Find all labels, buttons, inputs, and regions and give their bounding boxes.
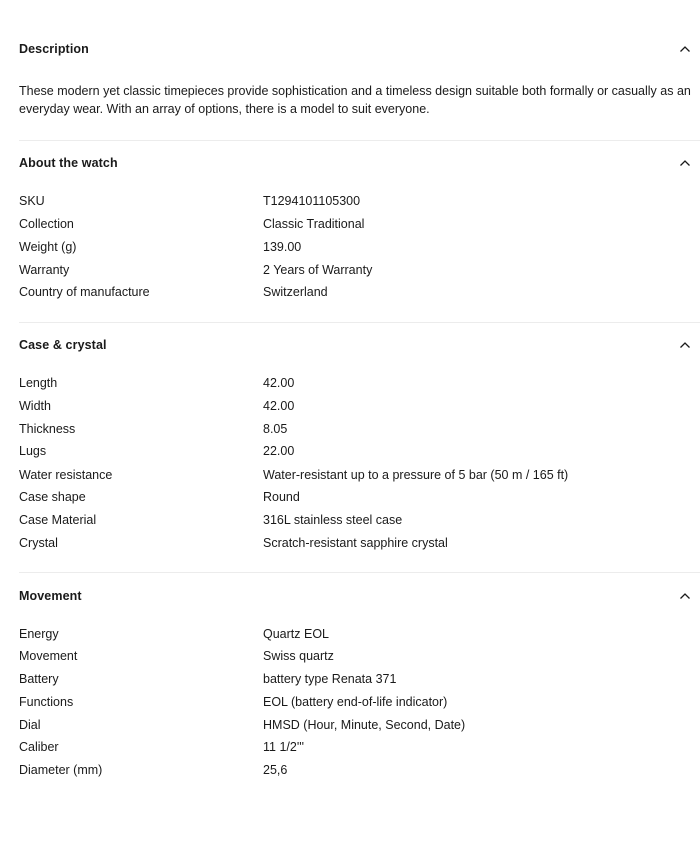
spec-key: Length <box>19 376 58 390</box>
spec-key: Diameter (mm) <box>19 763 103 777</box>
spec-key: Case shape <box>19 490 86 504</box>
spec-key: Collection <box>19 217 74 231</box>
section-divider <box>19 140 700 141</box>
spec-key: Country of manufacture <box>19 285 150 299</box>
spec-key: Width <box>19 399 51 413</box>
description-text: These modern yet classic timepieces provide sophistication and a timeless design suitable both formally or casually as an everyday wear. With an array of options, there is a model to suit everyone. <box>19 84 691 116</box>
movement-title: Movement <box>19 589 82 603</box>
spec-row-functions <box>19 692 700 714</box>
spec-row-diameter <box>19 760 700 782</box>
about-header[interactable] <box>19 152 700 176</box>
spec-key: Functions <box>19 695 74 709</box>
spec-value: Classic Traditional <box>263 217 365 231</box>
spec-row-width <box>19 396 700 418</box>
spec-value: battery type Renata 371 <box>263 672 397 686</box>
spec-key: Warranty <box>19 263 70 277</box>
spec-key: Weight (g) <box>19 240 77 254</box>
spec-value: Swiss quartz <box>263 649 334 663</box>
chevron-up-icon[interactable] <box>678 42 692 56</box>
chevron-up-icon[interactable] <box>678 338 692 352</box>
spec-value: EOL (battery end-of-life indicator) <box>263 695 448 709</box>
spec-row-lugs <box>19 441 700 463</box>
spec-key: Caliber <box>19 740 59 754</box>
spec-key: Dial <box>19 718 41 732</box>
spec-row-caliber <box>19 737 700 759</box>
spec-value: 139.00 <box>263 240 302 254</box>
case-title: Case & crystal <box>19 338 107 352</box>
description-title: Description <box>19 42 89 56</box>
spec-row-sku <box>19 191 700 213</box>
spec-row-battery <box>19 669 700 691</box>
spec-row-weight <box>19 237 700 259</box>
spec-row-country <box>19 282 700 304</box>
spec-value: Round <box>263 490 300 504</box>
spec-row-length <box>19 373 700 395</box>
spec-row-case-material <box>19 510 700 532</box>
movement-header[interactable] <box>19 585 700 609</box>
spec-value: Quartz EOL <box>263 627 329 641</box>
spec-key: Thickness <box>19 422 76 436</box>
spec-row-dial <box>19 715 700 737</box>
spec-key: Lugs <box>19 444 47 458</box>
spec-value: 8.05 <box>263 422 288 436</box>
spec-row-crystal <box>19 533 700 555</box>
chevron-up-icon[interactable] <box>678 589 692 603</box>
spec-key: SKU <box>19 194 45 208</box>
section-divider <box>19 322 700 323</box>
spec-value: 2 Years of Warranty <box>263 263 373 277</box>
spec-row-water-resistance <box>19 465 700 487</box>
spec-row-warranty <box>19 260 700 282</box>
spec-key: Movement <box>19 649 78 663</box>
spec-value: 42.00 <box>263 376 295 390</box>
about-title: About the watch <box>19 156 118 170</box>
spec-key: Crystal <box>19 536 58 550</box>
case-header[interactable] <box>19 334 700 358</box>
spec-value: 42.00 <box>263 399 295 413</box>
spec-row-movement <box>19 646 700 668</box>
spec-row-energy <box>19 624 700 646</box>
spec-value: 25,6 <box>263 763 288 777</box>
spec-row-thickness <box>19 419 700 441</box>
section-divider <box>19 572 700 573</box>
description-header[interactable] <box>19 38 700 62</box>
spec-row-collection <box>19 214 700 236</box>
spec-value: 11 1/2''' <box>263 740 304 754</box>
spec-row-case-shape <box>19 487 700 509</box>
spec-value: 316L stainless steel case <box>263 513 403 527</box>
spec-value: Scratch-resistant sapphire crystal <box>263 536 448 550</box>
spec-value: Switzerland <box>263 285 328 299</box>
spec-value: HMSD (Hour, Minute, Second, Date) <box>263 718 466 732</box>
chevron-up-icon[interactable] <box>678 156 692 170</box>
spec-key: Water resistance <box>19 468 113 482</box>
spec-key: Energy <box>19 627 59 641</box>
spec-value: Water-resistant up to a pressure of 5 bar (50 m / 165 ft) <box>263 468 569 482</box>
spec-key: Case Material <box>19 513 97 527</box>
spec-value: 22.00 <box>263 444 295 458</box>
spec-value: T1294101105300 <box>263 194 361 208</box>
spec-key: Battery <box>19 672 59 686</box>
